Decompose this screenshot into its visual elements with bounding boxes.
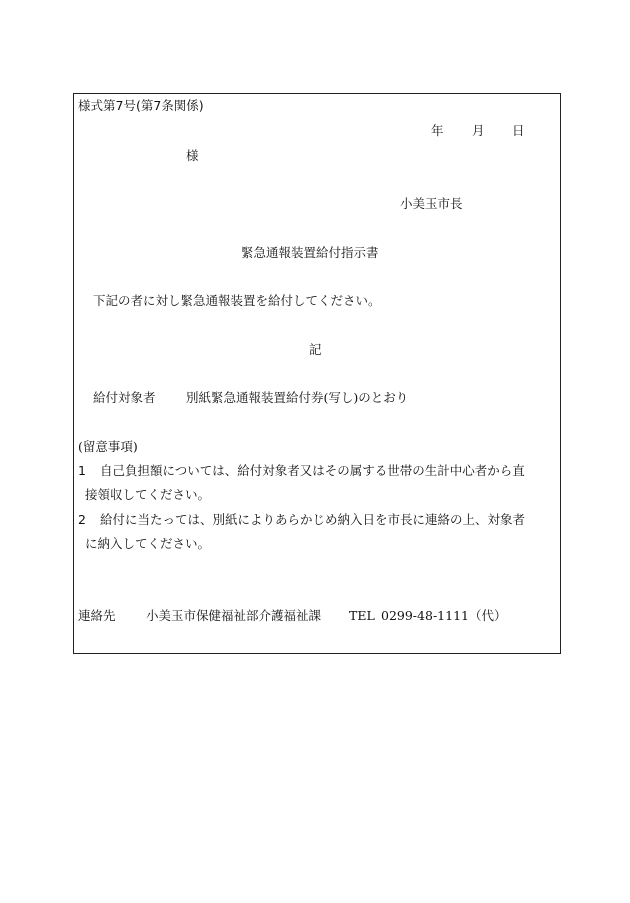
contact-tel-number: 0299-48-1111（代） <box>381 608 507 623</box>
instruction-text: 下記の者に対し緊急通報装置を給付してください。 <box>93 293 381 308</box>
form-number: 様式第7号(第7条関係) <box>78 98 204 113</box>
contact-tel-label: TEL <box>349 608 375 623</box>
document-title: 緊急通報装置給付指示書 <box>241 245 379 260</box>
date-day-label: 日 <box>512 123 525 138</box>
notes-heading: (留意事項) <box>78 439 138 454</box>
form-frame <box>73 93 561 654</box>
recipient-value: 別紙緊急通報装置給付券(写し)のとおり <box>186 390 409 405</box>
ki-label: 記 <box>309 342 322 357</box>
note-text-line: 自己負担額については、給付対象者又はその属する世帯の生計中心者から直 <box>100 463 525 478</box>
note-text-line: に納入してください。 <box>85 536 211 551</box>
contact-department: 小美玉市保健福祉部介護福祉課 <box>146 608 322 623</box>
date-year-label: 年 <box>431 123 444 138</box>
note-text-line: 接領収してください。 <box>85 487 211 502</box>
contact-label: 連絡先 <box>78 608 116 623</box>
issuer-name: 小美玉市長 <box>400 196 463 211</box>
note-text-line: 給付に当たっては、別紙によりあらかじめ納入日を市長に連絡の上、対象者 <box>100 512 526 527</box>
note-number: 1 <box>78 463 86 478</box>
recipient-label: 給付対象者 <box>93 390 156 405</box>
note-number: 2 <box>78 512 86 527</box>
addressee-suffix: 様 <box>186 148 199 163</box>
date-month-label: 月 <box>472 123 485 138</box>
